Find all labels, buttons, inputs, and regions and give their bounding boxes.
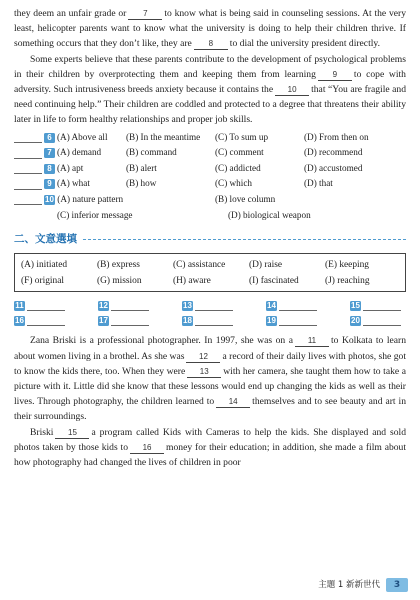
word-bank-item: (F) original — [21, 276, 64, 287]
question-row — [14, 145, 406, 161]
option-c: (C) To sum up — [215, 131, 269, 142]
option-d: (D) that — [304, 178, 333, 189]
page-footer — [318, 578, 408, 593]
answer-number: 19 — [267, 315, 276, 325]
option-c: (C) which — [215, 178, 252, 189]
option-b: (B) command — [126, 147, 177, 158]
option-d: (D) accustomed — [304, 162, 363, 173]
answer-line[interactable] — [14, 148, 42, 159]
question-number: 7 — [44, 148, 55, 158]
answer-line[interactable] — [279, 315, 317, 326]
option-b: (B) how — [126, 178, 157, 189]
question-row — [14, 161, 406, 177]
option-c: (C) inferior message — [57, 209, 133, 220]
answer-number: 20 — [351, 315, 360, 325]
answer-line[interactable] — [27, 315, 65, 326]
unit-label: 主題 1 新新世代 — [318, 579, 380, 590]
question-row — [14, 176, 406, 192]
multiple-choice-options — [14, 130, 406, 224]
word-bank-item: (H) aware — [173, 276, 211, 287]
passage-paragraph-1: they deem an unfair grade or 7 to know what is being said in counseling sessions. At the very least, helicopter parents want to know what the university is doing to help their children thrive. If something occurs that they don’t like, they are 8 to dial the university president directly. — [14, 8, 406, 50]
answer-line[interactable] — [14, 179, 42, 190]
word-bank-item: (B) express — [97, 260, 140, 271]
worksheet-page — [14, 6, 406, 470]
answer-line[interactable] — [363, 300, 401, 311]
option-a: (A) nature pattern — [57, 194, 124, 204]
section-heading — [14, 232, 406, 247]
word-bank-item: (A) initiated — [21, 260, 68, 271]
word-bank-row — [21, 257, 399, 273]
answer-line[interactable] — [195, 300, 233, 311]
word-bank-item: (G) mission — [97, 276, 142, 287]
answer-line[interactable] — [195, 315, 233, 326]
passage-paragraph-2: Some experts believe that these parents contribute to the development of psychological problems in their children by overprotecting them and keeping them from learning 9 to cope with adversity. Such intrusiveness breeds anxiety because it contains the 10 that “You are fragile and need continuing help.” Their children are coddled and protected to a degree that threatens their ability later in life to form healthy relationships and proper job skills. — [14, 53, 406, 126]
answer-line[interactable] — [14, 132, 42, 143]
passage-paragraph-4: Briski 15 a program called Kids with Cameras to help the kids. She displayed and sold photos taken by those kids to 16 money for their education; in addition, she made a film about how photography had changed the lives of children in poor — [14, 426, 407, 469]
option-a: (A) demand — [57, 147, 102, 158]
option-b: (B) In the meantime — [126, 131, 201, 142]
word-bank-item: (J) reaching — [325, 276, 370, 287]
word-bank-item: (I) fascinated — [249, 276, 299, 287]
word-bank-row — [21, 273, 399, 289]
question-number: 9 — [44, 179, 55, 189]
question-row — [14, 192, 406, 208]
answer-line[interactable] — [111, 315, 149, 326]
answer-line[interactable] — [27, 300, 65, 311]
question-number: 8 — [44, 164, 55, 174]
blank-8[interactable]: 8 — [194, 38, 228, 50]
option-d: (D) biological weapon — [228, 209, 311, 220]
answer-line[interactable] — [14, 194, 42, 205]
option-d: (D) recommend — [304, 147, 363, 158]
answer-number: 15 — [351, 300, 360, 310]
answer-number: 11 — [15, 300, 24, 310]
option-c: (C) comment — [215, 147, 264, 158]
answer-number: 12 — [99, 300, 108, 310]
answer-number: 18 — [183, 315, 192, 325]
section-title: 二、文意選填 — [14, 233, 77, 246]
option-b: (B) alert — [126, 162, 157, 173]
option-d: (D) From then on — [304, 131, 369, 142]
option-a: (A) what — [57, 178, 90, 189]
blank-9[interactable]: 9 — [318, 69, 352, 81]
blank-13[interactable]: 13 — [187, 366, 221, 378]
option-a: (A) Above all — [57, 131, 108, 142]
answer-number: 17 — [99, 315, 108, 325]
word-bank-item: (D) raise — [249, 260, 283, 271]
answer-line[interactable] — [111, 300, 149, 311]
question-number: 6 — [44, 133, 55, 143]
answer-number: 13 — [183, 300, 192, 310]
blank-12[interactable]: 12 — [186, 351, 220, 363]
option-c: (C) addicted — [215, 162, 261, 173]
answer-grid — [14, 298, 406, 328]
word-bank — [14, 253, 406, 292]
question-row-continued — [14, 208, 406, 224]
word-bank-item: (C) assistance — [173, 260, 226, 271]
answer-grid-row — [14, 313, 406, 328]
answer-line[interactable] — [363, 315, 401, 326]
section-divider — [83, 239, 406, 240]
passage-paragraph-3: Zana Briski is a professional photographer. In 1997, she was on a 11 to Kolkata to learn about women living in a brothel. As she was 12 a record of their daily lives with photos, she got to know the kids there, too. When they were 13 with her camera, she taught them how to take a picture with it. Little did she know that these lessons would end up changing the kids as well as their lives. Through photography, the children learned to 14 themselves and to see beauty and art in their surroundings. — [14, 335, 406, 423]
blank-15[interactable]: 15 — [55, 427, 89, 439]
question-row — [14, 130, 406, 146]
answer-grid-row — [14, 298, 406, 313]
word-bank-item: (E) keeping — [325, 260, 369, 271]
option-b: (B) love column — [215, 194, 276, 204]
blank-14[interactable]: 14 — [216, 396, 250, 408]
answer-line[interactable] — [14, 163, 42, 174]
answer-line[interactable] — [279, 300, 317, 311]
blank-16[interactable]: 16 — [130, 442, 164, 454]
option-a: (A) apt — [57, 162, 84, 173]
blank-11[interactable]: 11 — [295, 335, 329, 347]
answer-number: 16 — [15, 315, 24, 325]
question-number: 10 — [45, 195, 54, 204]
blank-10[interactable]: 10 — [275, 84, 309, 96]
answer-number: 14 — [267, 300, 276, 310]
page-number: 3 — [386, 578, 408, 592]
blank-7[interactable]: 7 — [128, 8, 162, 20]
